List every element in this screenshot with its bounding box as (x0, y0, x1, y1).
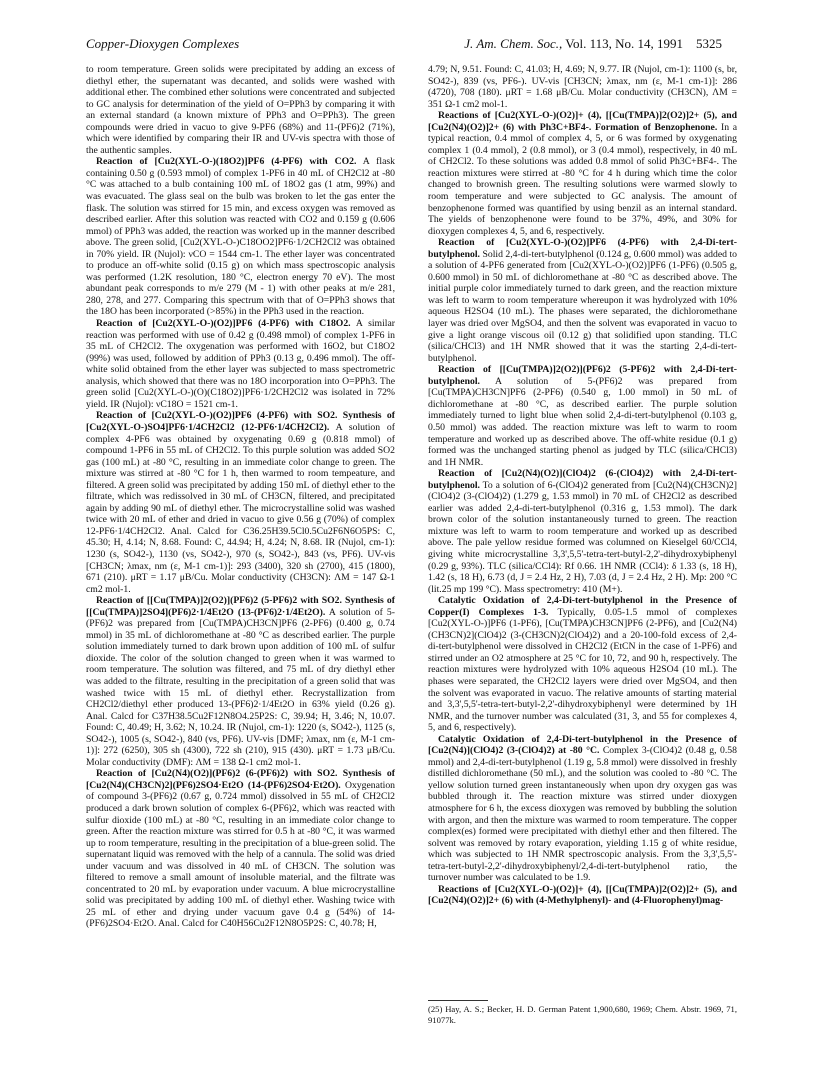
paragraph-heading: Reactions of [Cu2(XYL-O-)(O2)]+ (4), [[Cu(TMPA)]2(O2)]2+ (5), and [Cu2(N4)(O2)]2+ (6) with (4-Methylphenyl)- and (4-Fluorophenyl)mag- (428, 883, 737, 907)
paragraph (428, 468, 737, 595)
paragraph-heading: Reaction of [Cu2(XYL-O-)(O2)]PF6 (4-PF6) with SO2. Synthesis of [Cu2(XYL-O-)SO4]PF6·1/4CH2Cl2 (12-PF6·1/4CH2Cl2). (86, 410, 395, 433)
paragraph-heading: Reaction of [[Cu(TMPA)]2(O2)](PF6)2 (5-PF6)2 with 2,4-Di-tert-butylphenol. (428, 364, 737, 387)
paragraph-text: Oxygenation of compound 3-(PF6)2 (0.67 g, 0.724 mmol) dissolved in 55 mL of CH2Cl2 produced a dark brown solution of complex 6-(PF6)2, which was reacted with sulfur dioxide (100 mL) at -80 °C, resulting in an immediate color change to green. After the reaction mixture was stirred for 0.5 h at -80 °C, it was warmed up to room temperature, resulting in the precipitation of a blue-green solid. The supernatant liquid was removed with the help of a cannula. The solid was dried under vacuum and was dissolved in 40 mL of CH3CN. The solution was filtered to remove a small amount of insoluble material, and the filtrate was concentrated to 20 mL by evaporation under vacuum. A blue microcrystalline solid was precipitated by adding 100 mL of diethyl ether. Washing twice with 25 mL of ether and drying under vacuum gave 0.4 g (54%) of 14-(PF6)2SO4·Et2O. Anal. Calcd for C40H56Cu2F12N8O5P2S: C, 40.78; H, (86, 779, 396, 930)
footnote (428, 1004, 737, 1025)
paragraph-text: Typically, 0.05-1.5 mmol of complexes [Cu2(XYL-O-)]PF6 (1-PF6), [Cu(TMPA)CH3CN]PF6 (2-PF6), and [Cu2(N4)(CH3CN)2](ClO4)2 (3-(CH3CN)2(ClO4)2) and a 20-100-fold excess of 2,4-di-tert-butylphenol were dissolved in CH2Cl2 (EtCN in the case of 1-PF6) and stirred under an O2 atmosphere at 25 °C for 10, 72, and 90 h, respectively. The reaction mixtures were hydrolyzed with 10% aqueous H2SO4 (10 mL). The phases were separated, the CH2Cl2 layers were dried over MgSO4, and then the solvent was evaporated in vacuo. The relative amounts of starting material and 3,3',5,5'-tetra-tert-butyl-2,2'-dihydroxybiphenyl were determined by 1H NMR, and the turnover number was calculated (31, 3, and 55 for complexes 4, 5, and 6, respectively). (428, 606, 737, 734)
running-header (86, 36, 722, 56)
paragraph-heading: Reactions of [Cu2(XYL-O-)(O2)]+ (4), [[Cu(TMPA)]2(O2)]2+ (5), and [Cu2(N4)(O2)]2+ (6) with Ph3C+BF4-. Formation of Benzophenone. (428, 110, 737, 133)
paragraph-heading: Reaction of [Cu2(XYL-O-)(O2)]PF6 (4-PF6) with 2,4-Di-tert-butylphenol. (428, 237, 737, 260)
paragraph-heading: Reaction of [Cu2(XYL-O-)(O2)]PF6 (4-PF6) with C18O2. (96, 318, 351, 330)
paragraph-text: Solid 2,4-di-tert-butylphenol (0.124 g, 0.600 mmol) was added to a solution of 4-PF6 generated from [Cu2(XYL-O-)(O2)]PF6 (1-PF6) (0.505 g, 0.600 mmol) in 50 mL of dichloromethane at -80 °C as described above. The initial purple color immediately turned to dark green, and the reaction mixture was left to warm to room temperature whereupon it was hydrolyzed with 10% aqueous H2SO4 (10 mL). The phases were separated, the dichloromethane layer was dried over MgSO4, and then the solvent was evaporated in vacuo to give a light orange viscous oil (0.12 g) that solidified upon standing. TLC (silica/CHCl3) and 1H NMR showed that it was the starting 2,4-di-tert-butylphenol. (428, 248, 738, 364)
paragraph (86, 595, 395, 768)
page-number: 5325 (696, 36, 722, 51)
paragraph-heading: Reaction of [Cu2(XYL-O-)(18O2)]PF6 (4-PF6) with CO2. (96, 156, 357, 168)
paragraph-text: A solution of 5-(PF6)2 was prepared from [Cu(TMPA)CH3CN]PF6 (2-PF6) (0.400 g, 0.74 mmol) in 35 mL of dichloromethane at -80 °C as described earlier. The purple solution immediately turned to dark brown upon addition of 100 mL of sulfur dioxide. The color of the solution changed to green when it was warmed to room temperature. The solution was filtered, and 75 mL of dry diethyl ether was added to the filtrate, resulting in the precipitation of a green solid that was washed twice with 15 mL of diethyl ether. Recrystallization from CH2Cl2/diethyl ether produced 13-(PF6)2·1/4Et2O in 63% yield (0.26 g). Anal. Calcd for C37H38.5Cu2F12N8O4.25P2S: C, 39.94; H, 3.46; N, 10.07. Found: C, 40.49; H, 3.62; N, 10.24. IR (Nujol, cm-1): 1220 (s, SO42-), 1125 (s, SO42-), 1005 (s, SO42-), 840 (vs, PF6). UV-vis [DMF; λmax, nm (ε, M-1 cm-1)]: 272 (6250), 305 sh (4300), 722 sh (210), 915 (430). μRT = 1.73 μB/Cu. Molar conductivity (DMF): ΛM = 138 Ω-1 cm2 mol-1. (86, 606, 395, 768)
paragraph (86, 410, 395, 595)
paragraph-text: A similar reaction was performed with use of 0.42 g (0.498 mmol) of complex 1-PF6 in 35 mL of CH2Cl2. The oxygenation was performed with 16O2, but C18O2 (99%) was used, followed by addition of PPh3 (0.13 g, 0.496 mmol). The off-white solid obtained from the ether layer was subjected to mass spectrometric analysis, which showed that there was no 18O incorporation into O=PPh3. The green solid [Cu2(XYL-O-)(O)(C18O2)]PF6·1/2CH2Cl2 was isolated in 72% yield. IR (Nujol): νC18O = 1521 cm-1. (86, 318, 396, 410)
paragraph-text: 4.79; N, 9.51. Found: C, 41.03; H, 4.69; N, 9.77. IR (Nujol, cm-1): 1100 (s, br, SO42-), 839 (vs, PF6-). UV-vis [CH3CN; λmax, nm (ε, M-1 cm-1)]: 286 (4720), 708 (180). μRT = 1.68 μB/Cu. Molar conductivity (CH3CN), ΛM = 351 Ω-1 cm2 mol-1. (428, 64, 737, 110)
paragraph (86, 318, 395, 410)
paragraph (428, 237, 737, 364)
paragraph-text: A solution of 5-(PF6)2 was prepared from [Cu(TMPA)CH3CN]PF6 (2-PF6) (0.540 g, 1.00 mmol) in 50 mL of dichloromethane at -80 °C, as described earlier. The purple solution immediately turned to light blue when solid 2,4-di-tert-butylphenol (0.103 g, 0.50 mmol) was added. The reaction mixture was left to warm to room temperature and worked up as described above. The off-white residue (0.1 g) formed was the unchanged starting phenol as judged by TLC (silica/CHCl3) and 1H NMR. (428, 375, 737, 468)
paragraph-heading: Reaction of [Cu2(N4)(O2)](PF6)2 (6-(PF6)2) with SO2. Synthesis of [Cu2(N4)(CH3CN)2](PF6)2SO4·Et2O (14-(PF6)2SO4·Et2O). (86, 768, 395, 791)
running-title: Copper-Dioxygen Complexes (86, 36, 240, 51)
paragraph (428, 595, 737, 734)
paragraph-text: A solution of complex 4-PF6 was obtained by oxygenating 0.69 g (0.818 mmol) of compound 1-PF6 in 55 mL of CH2Cl2. To this purple solution was added SO2 gas (100 mL) at -80 °C, resulting in an immediate color change to green. The mixture was stirred at -80 °C for 1 h, then warmed to room tempeature, and filtered. A green solid was precipitated by adding 150 mL of diethyl ether to the filtrate, which was redissolved in 30 mL of CH3CN, filtered, and precipitated again by adding 90 mL of diethyl ether. The microcrystalline solid was washed twice with 20 mL of ether and dried in vacuo to give 0.56 g (70%) of complex 12-PF6·1/4CH2Cl2. Anal. Calcd for C36.25H39.5Cl0.5Cu2F6N6O5PS: C, 45.30; H, 4.14; N, 8.68. Found: C, 44.94; H, 4.24; N, 8.68. IR (Nujol, cm-1): 1230 (s, SO42-), 1130 (vs, SO42-), 970 (s, SO42-), 843 (vs, PF6). UV-vis [CH3CN; λmax, nm (ε, M-1 cm-1)]: 293 (3400), 320 sh (2700), 415 (1800), 671 (210). μRT = 1.17 μB/Cu. Molar conductivity (CH3CN): ΛM = 147 Ω-1 cm2 mol-1. (86, 421, 395, 595)
paragraph (86, 768, 395, 930)
footnote-rule (428, 1000, 488, 1001)
journal-citation (464, 36, 722, 52)
paragraph (428, 110, 737, 237)
paragraph (86, 64, 395, 156)
paragraph-text: to room temperature. Green solids were precipitated by adding an excess of diethyl ether, the supernatant was decanted, and solids were washed with additional ether. The combined ether solutions were concentrated and subjected to GC analysis for determination of the yield of O=PPh3 by comparing it with an external standard (a known mixture of PPh3 and O=PPh3). The green compounds were dried in vacuo to give 9-PF6 (68%) and 11-(PF6)2 (71%), which were identified by comparing their IR and UV-vis spectra with those of the authentic samples. (86, 64, 395, 156)
paragraph (428, 64, 737, 110)
paragraph-text: A flask containing 0.50 g (0.593 mmol) of complex 1-PF6 in 40 mL of CH2Cl2 at -80 °C was attached to a bulb containing 100 mL of 18O2 gas (1 atm, 99%) and was evacuated. The glass seal on the bulb was broken to let the gas enter the flask. The solution was stirred for 15 min, and excess oxygen was removed as described earlier. After this solution was reacted with CO2 and 0.159 g (0.606 mmol) of PPh3 was added, the reaction was worked up in the manner described above. The green solid, [Cu2(XYL-O-)C18OO2]PF6·1/2CH2Cl2 was obtained in 70% yield. IR (Nujol): νCO = 1544 cm-1. The ether layer was concentrated to produce an off-white solid (0.15 g) on which mass spectroscopic analysis was performed (1.2K resolution, 180 °C, electron energy 70 eV). The most abundant peak corresponds to m/e 279 (M - 1) with other peaks at m/e 281, 280, 278, and 277. Comparing this spectrum with that of O=PPh3 shows that the 18O has been incorporated (>85%) in the PPh3 used in the reaction. (86, 156, 396, 318)
paragraph (428, 364, 737, 468)
paragraph (428, 884, 737, 907)
paragraph-text: To a solution of 6-(ClO4)2 generated from [Cu2(N4)(CH3CN)2](ClO4)2 (3-(ClO4)2) (1.279 g, 1.53 mmol) in 70 mL of CH2Cl2 as described earlier was added 2,4-di-tert-butylphenol (0.316 g, 1.53 mmol). The dark brown color of the solution instantaneously turned to green. The reaction mixture was left to warm to room temperature and worked up as described above. The pale yellow residue formed was columned on Kieselgel 60/CCl4, giving white microcrystalline 3,3',5,5'-tetra-tert-butyl-2,2'-dihydroxybiphenyl (0.29 g, 93%). TLC (silica/CCl4): Rf 0.66. 1H NMR (CCl4): δ 1.33 (s, 18 H), 1.42 (s, 18 H), 6.73 (d, J = 2.4 Hz, 2 H), 7.03 (d, J = 2.4 Hz, 2 H). Mp: 200 °C (lit.25 mp 199 °C). Mass spectrometry: 410 (M+). (428, 479, 737, 595)
paragraph-heading: Catalytic Oxidation of 2,4-Di-tert-butylphenol in the Presence of [Cu2(N4)](ClO4)2 (3-(ClO4)2) at -80 °C. (428, 733, 737, 757)
paragraph-heading: Reaction of [[Cu(TMPA)]2(O2)](PF6)2 (5-PF6)2 with SO2. Synthesis of [[Cu(TMPA)]2SO4](PF6)2·1/4Et2O (13-(PF6)2·1/4Et2O). (86, 595, 395, 618)
paragraph (428, 734, 737, 884)
footnote-25: (25) Hay, A. S.; Becker, H. D. German Patent 1,900,680, 1969; Chem. Abstr. 1969, 71, 91077k. (428, 1004, 737, 1025)
paragraph-heading: Catalytic Oxidation of 2,4-Di-tert-butylphenol in the Presence of Copper(I) Complexes 1-3. (428, 595, 737, 618)
paragraph (86, 156, 395, 318)
left-column (86, 64, 395, 930)
paragraph-text: In a typical reaction, 0.4 mmol of complex 4, 5, or 6 was formed by oxygenating complex 1 (0.4 mmol), 2 (0.8 mmol), or 3 (0.4 mmol), respectively, in 40 mL of CH2Cl2. To these solutions was added 0.8 mmol of solid Ph3C+BF4-. The reaction mixtures were stirred at -80 °C for 4 h during which time the color changed to brownish green. The resulting solutions were warmed slowly to room temperature and were subjected to GC analysis. The amount of benzophenone formed was quantified by using benzil as an internal standard. The yields of benzophenone were found to be 37%, 49%, and 30% for dioxygen complexes 4, 5, and 6, respectively. (428, 121, 738, 237)
paragraph-text: Complex 3-(ClO4)2 (0.48 g, 0.58 mmol) and 2,4-di-tert-butylphenol (1.19 g, 5.8 mmol) were dissolved in freshly distilled dichloromethane (50 mL), and the solution was cooled to -80 °C. The yellow solution turned green instantaneously when upon dry oxygen gas was bubbled through it. The reaction mixture was stirred under dioxygen atmosphere for 6 h, the excess dioxygen was removed by bubbling the solution with argon, and then the mixture was warmed to room temperature. The copper complex(es) formed were precipitated with diethyl ether and then filtered. The solvent was removed by rotary evaporation, yielding 1.15 g of white residue, which was subjected to 1H NMR spectroscopic analysis. From the 3,3',5,5'-tetra-tert-butyl-2,2'-dihydroxybiphenyl/2,4-di-tert-butylphenol ratio, the turnover number was calculated to be 1.9. (428, 745, 737, 884)
volume-issue-year: Vol. 113, No. 14, 1991 (565, 36, 683, 51)
paragraph-heading: Reaction of [Cu2(N4)(O2)](ClO4)2 (6-(ClO4)2) with 2,4-Di-tert-butylphenol. (428, 468, 737, 491)
right-column (428, 64, 737, 907)
journal-name: J. Am. Chem. Soc., (464, 36, 563, 51)
